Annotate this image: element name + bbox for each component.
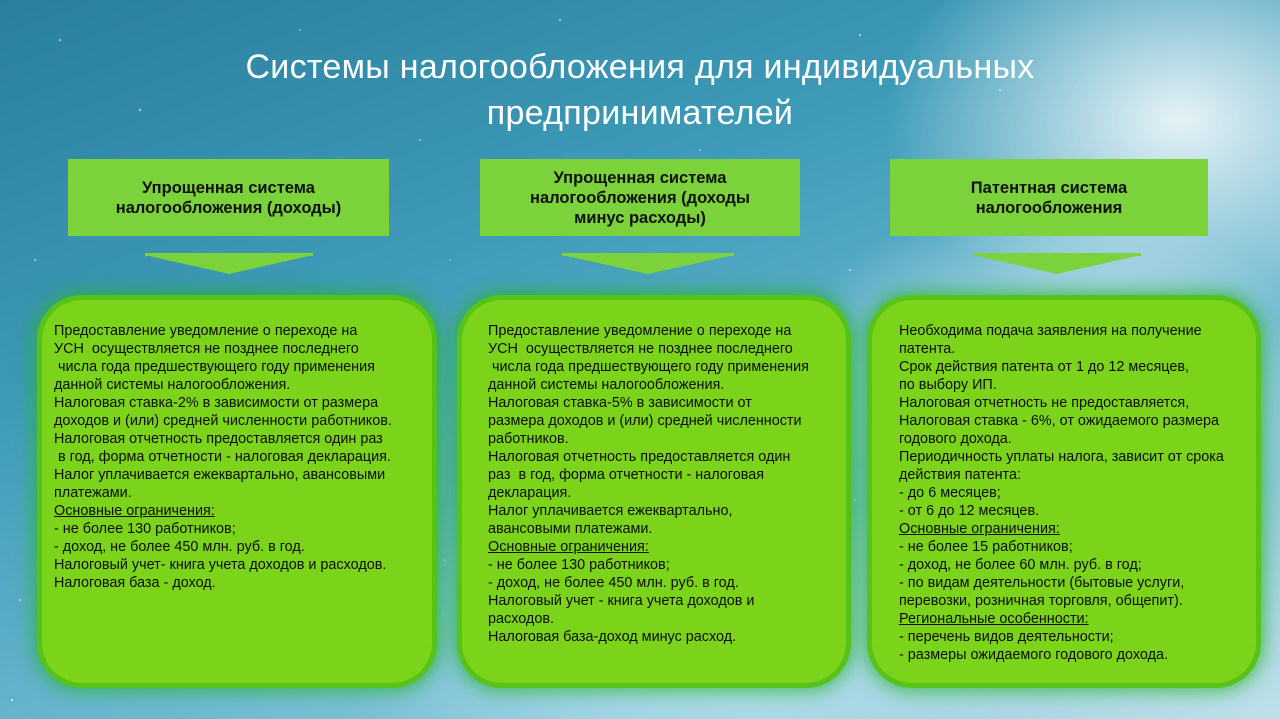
card-line: Срок действия патента от 1 до 12 месяцев, <box>899 359 1189 375</box>
arrow-down-icon <box>562 255 734 274</box>
arrow-down-icon <box>973 255 1141 274</box>
card-line: работников. <box>488 431 569 447</box>
card-line: платежами. <box>54 485 132 501</box>
card-line: по выбору ИП. <box>899 377 997 393</box>
card-line: раз в год, форма отчетности - налоговая <box>488 467 765 483</box>
card-line: числа года предшествующего году применения <box>488 359 809 375</box>
card-line: действия патента: <box>899 467 1021 483</box>
card-patent <box>872 300 1256 683</box>
card-line: Налоговый учет- книга учета доходов и расходов. <box>54 557 387 573</box>
page-title-line1: Системы налогообложения для индивидуальных <box>245 48 1035 86</box>
card-line: Налог уплачивается ежеквартально, <box>488 503 733 519</box>
card-line: Налоговая ставка-2% в зависимости от размера <box>54 395 379 411</box>
card-line: Налоговая база - доход. <box>54 575 216 591</box>
card-line: Налоговая ставка - 6%, от ожидаемого размера <box>899 413 1220 429</box>
card-line: авансовыми платежами. <box>488 521 653 537</box>
header-usn-ime-line3: минус расходы) <box>574 208 706 227</box>
card-usn-income <box>42 300 432 683</box>
card-line: - размеры ожидаемого годового дохода. <box>899 647 1169 663</box>
card-line: - доход, не более 450 млн. руб. в год. <box>54 539 305 555</box>
card-line: - доход, не более 450 млн. руб. в год. <box>488 575 739 591</box>
card-line: Налоговая отчетность не предоставляется, <box>899 395 1190 411</box>
card-line: годового дохода. <box>899 431 1012 447</box>
card-subheading: Региональные особенности: <box>899 611 1089 627</box>
card-line: перевозки, розничная торговля, общепит). <box>899 593 1183 609</box>
header-usn-income-line2: налогообложения (доходы) <box>115 198 342 217</box>
card-line: Предоставление уведомление о переходе на <box>488 323 792 339</box>
card-line: Предоставление уведомление о переходе на <box>54 323 358 339</box>
card-line: данной системы налогообложения. <box>488 377 725 393</box>
card-line: патента. <box>899 341 956 357</box>
arrow-bar <box>973 253 1141 256</box>
card-patent-text <box>899 322 1256 664</box>
card-line: Необходима подача заявления на получение <box>899 323 1202 339</box>
card-line: декларация. <box>488 485 572 501</box>
card-line: расходов. <box>488 611 554 627</box>
header-usn-income-minus-expenses <box>480 159 800 236</box>
card-line: Периодичность уплаты налога, зависит от срока <box>899 449 1224 465</box>
card-subheading: Основные ограничения: <box>54 503 215 519</box>
card-subheading: Основные ограничения: <box>488 539 649 555</box>
card-line: Налоговая ставка-5% в зависимости от <box>488 395 752 411</box>
card-line: - не более 130 работников; <box>54 521 236 537</box>
card-line: Налоговая база-доход минус расход. <box>488 629 737 645</box>
header-usn-income-line1: Упрощенная система <box>142 178 315 197</box>
card-line: - от 6 до 12 месяцев. <box>899 503 1040 519</box>
card-line: УСН осуществляется не позднее последнего <box>488 341 793 357</box>
card-line: - до 6 месяцев; <box>899 485 1001 501</box>
card-line: УСН осуществляется не позднее последнего <box>54 341 359 357</box>
card-line: - перечень видов деятельности; <box>899 629 1114 645</box>
card-line: - не более 15 работников; <box>899 539 1073 555</box>
arrow-bar <box>562 253 734 256</box>
arrow-down-icon <box>145 255 313 274</box>
header-patent-line2: налогообложения <box>975 198 1123 217</box>
page-title-line2: предпринимателей <box>486 94 794 132</box>
card-line: - доход, не более 60 млн. руб. в год; <box>899 557 1142 573</box>
header-patent <box>890 159 1208 236</box>
card-line: Налоговая отчетность предоставляется один <box>488 449 791 465</box>
card-subheading: Основные ограничения: <box>899 521 1060 537</box>
arrow-bar <box>145 253 313 256</box>
card-line: - не более 130 работников; <box>488 557 670 573</box>
card-usn-ime-text <box>488 322 846 646</box>
card-line: данной системы налогообложения. <box>54 377 291 393</box>
card-line: Налоговый учет - книга учета доходов и <box>488 593 755 609</box>
card-line: Налоговая отчетность предоставляется один раз <box>54 431 383 447</box>
header-usn-ime-line1: Упрощенная система <box>553 168 727 187</box>
card-usn-income-text <box>54 322 432 592</box>
card-usn-income-minus-expenses <box>462 300 846 683</box>
card-line: в год, форма отчетности - налоговая декларация. <box>54 449 391 465</box>
card-line: доходов и (или) средней численности работников. <box>54 413 392 429</box>
header-usn-income <box>68 159 389 236</box>
card-line: размера доходов и (или) средней численности <box>488 413 802 429</box>
header-patent-line1: Патентная система <box>970 178 1128 197</box>
card-line: числа года предшествующего году применения <box>54 359 375 375</box>
header-usn-ime-line2: налогообложения (доходы <box>529 188 750 207</box>
page-title <box>140 44 1140 136</box>
card-line: - по видам деятельности (бытовые услуги, <box>899 575 1185 591</box>
card-line: Налог уплачивается ежеквартально, авансовыми <box>54 467 386 483</box>
